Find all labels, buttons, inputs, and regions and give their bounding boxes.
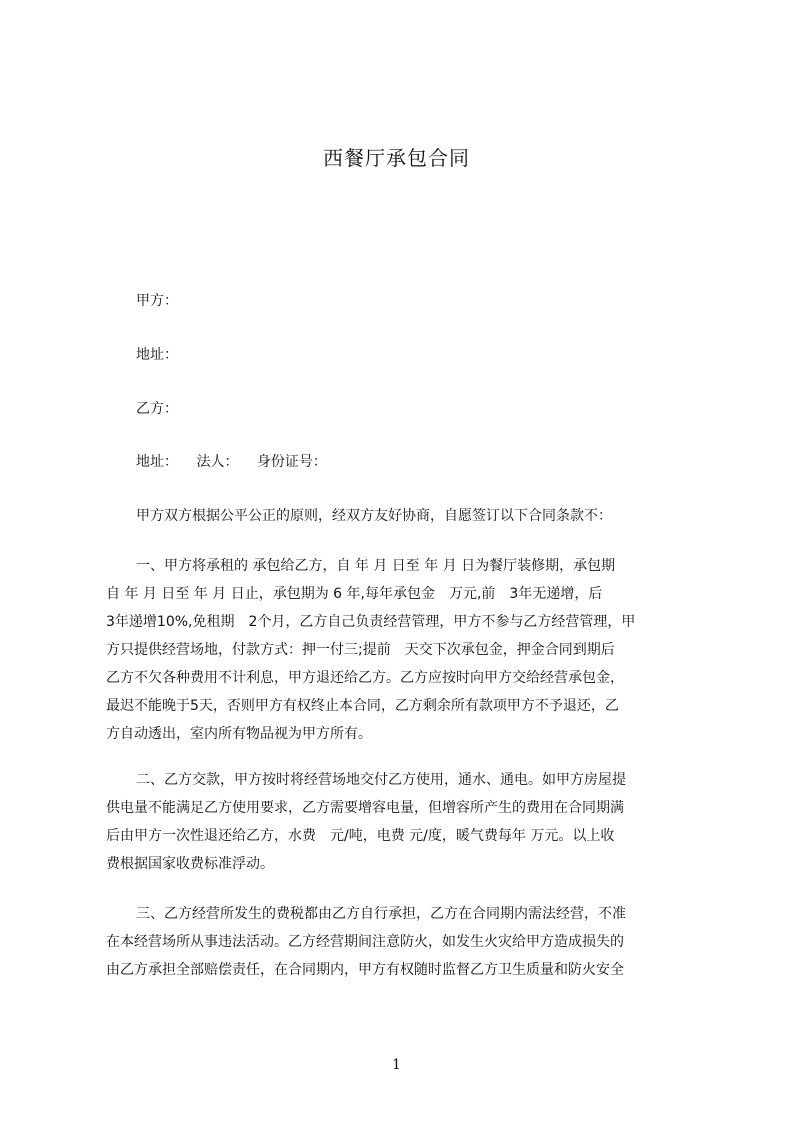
document-title: 西餐厅承包合同 bbox=[323, 146, 470, 170]
page-number: 1 bbox=[392, 1057, 401, 1073]
party-a-address-label: 地址： bbox=[136, 347, 178, 363]
clause-3 bbox=[106, 900, 700, 984]
party-a-address-field bbox=[136, 345, 178, 365]
clause-line: 供电量不能满足乙方使用要求，乙方需要增容电量，但增容所产生的费用在合同期满 bbox=[106, 800, 624, 816]
clause-line: 二、乙方交款，甲方按时将经营场地交付乙方使用，通水、通电。如甲方房屋提 bbox=[136, 772, 626, 788]
clause-line: 3年递增10%,免租期 2个月，乙方自己负责经营管理，甲方不参与乙方经营管理，甲 bbox=[106, 614, 636, 630]
party-b-address-label: 地址： bbox=[136, 454, 178, 470]
party-a-field bbox=[136, 291, 178, 311]
legal-person-label: 法人： bbox=[196, 454, 239, 470]
clause-line: 后由甲方一次性退还给乙方，水费 元/吨，电费 元/度，暖气费每年 万元。以上收 bbox=[106, 828, 615, 844]
clause-line: 方只提供经营场地，付款方式：押一付三;提前 天交下次承包金，押金合同到期后 bbox=[106, 642, 615, 658]
party-b-field bbox=[136, 399, 178, 419]
clause-2 bbox=[106, 766, 700, 878]
party-b-details-field bbox=[136, 452, 327, 472]
clause-line: 方自动透出，室内所有物品视为甲方所有。 bbox=[106, 726, 372, 742]
clause-line: 一、甲方将承租的 承包给乙方，自 年 月 日至 年 月 日为餐厅装修期，承包期 bbox=[136, 558, 616, 574]
party-b-label: 乙方： bbox=[136, 401, 178, 417]
clause-line: 自 年 月 日至 年 月 日止，承包期为 6 年,每年承包金 万元,前 3年无递增，后 bbox=[106, 586, 603, 602]
clause-line: 在本经营场所从事违法活动。乙方经营期间注意防火，如发生火灾给甲方造成损失的 bbox=[106, 934, 624, 950]
clause-line: 费根据国家收费标准浮动。 bbox=[106, 856, 274, 872]
clause-line: 乙方不欠各种费用不计利息，甲方退还给乙方。乙方应按时向甲方交给经营承包金， bbox=[106, 670, 624, 686]
id-number-label: 身份证号： bbox=[256, 454, 327, 470]
clause-line: 三、乙方经营所发生的费税都由乙方自行承担，乙方在合同期内需法经营，不准 bbox=[136, 906, 626, 922]
party-a-label: 甲方： bbox=[136, 293, 178, 309]
clause-line: 最迟不能晚于5天，否则甲方有权终止本合同，乙方剩余所有款项甲方不予退还，乙 bbox=[106, 698, 619, 714]
clause-1 bbox=[106, 552, 700, 748]
clause-line: 由乙方承担全部赔偿责任，在合同期内，甲方有权随时监督乙方卫生质量和防火安全 bbox=[106, 962, 624, 978]
intro-paragraph: 甲方双方根据公平公正的原则，经双方友好协商，自愿签订以下合同条款不： bbox=[136, 508, 612, 524]
